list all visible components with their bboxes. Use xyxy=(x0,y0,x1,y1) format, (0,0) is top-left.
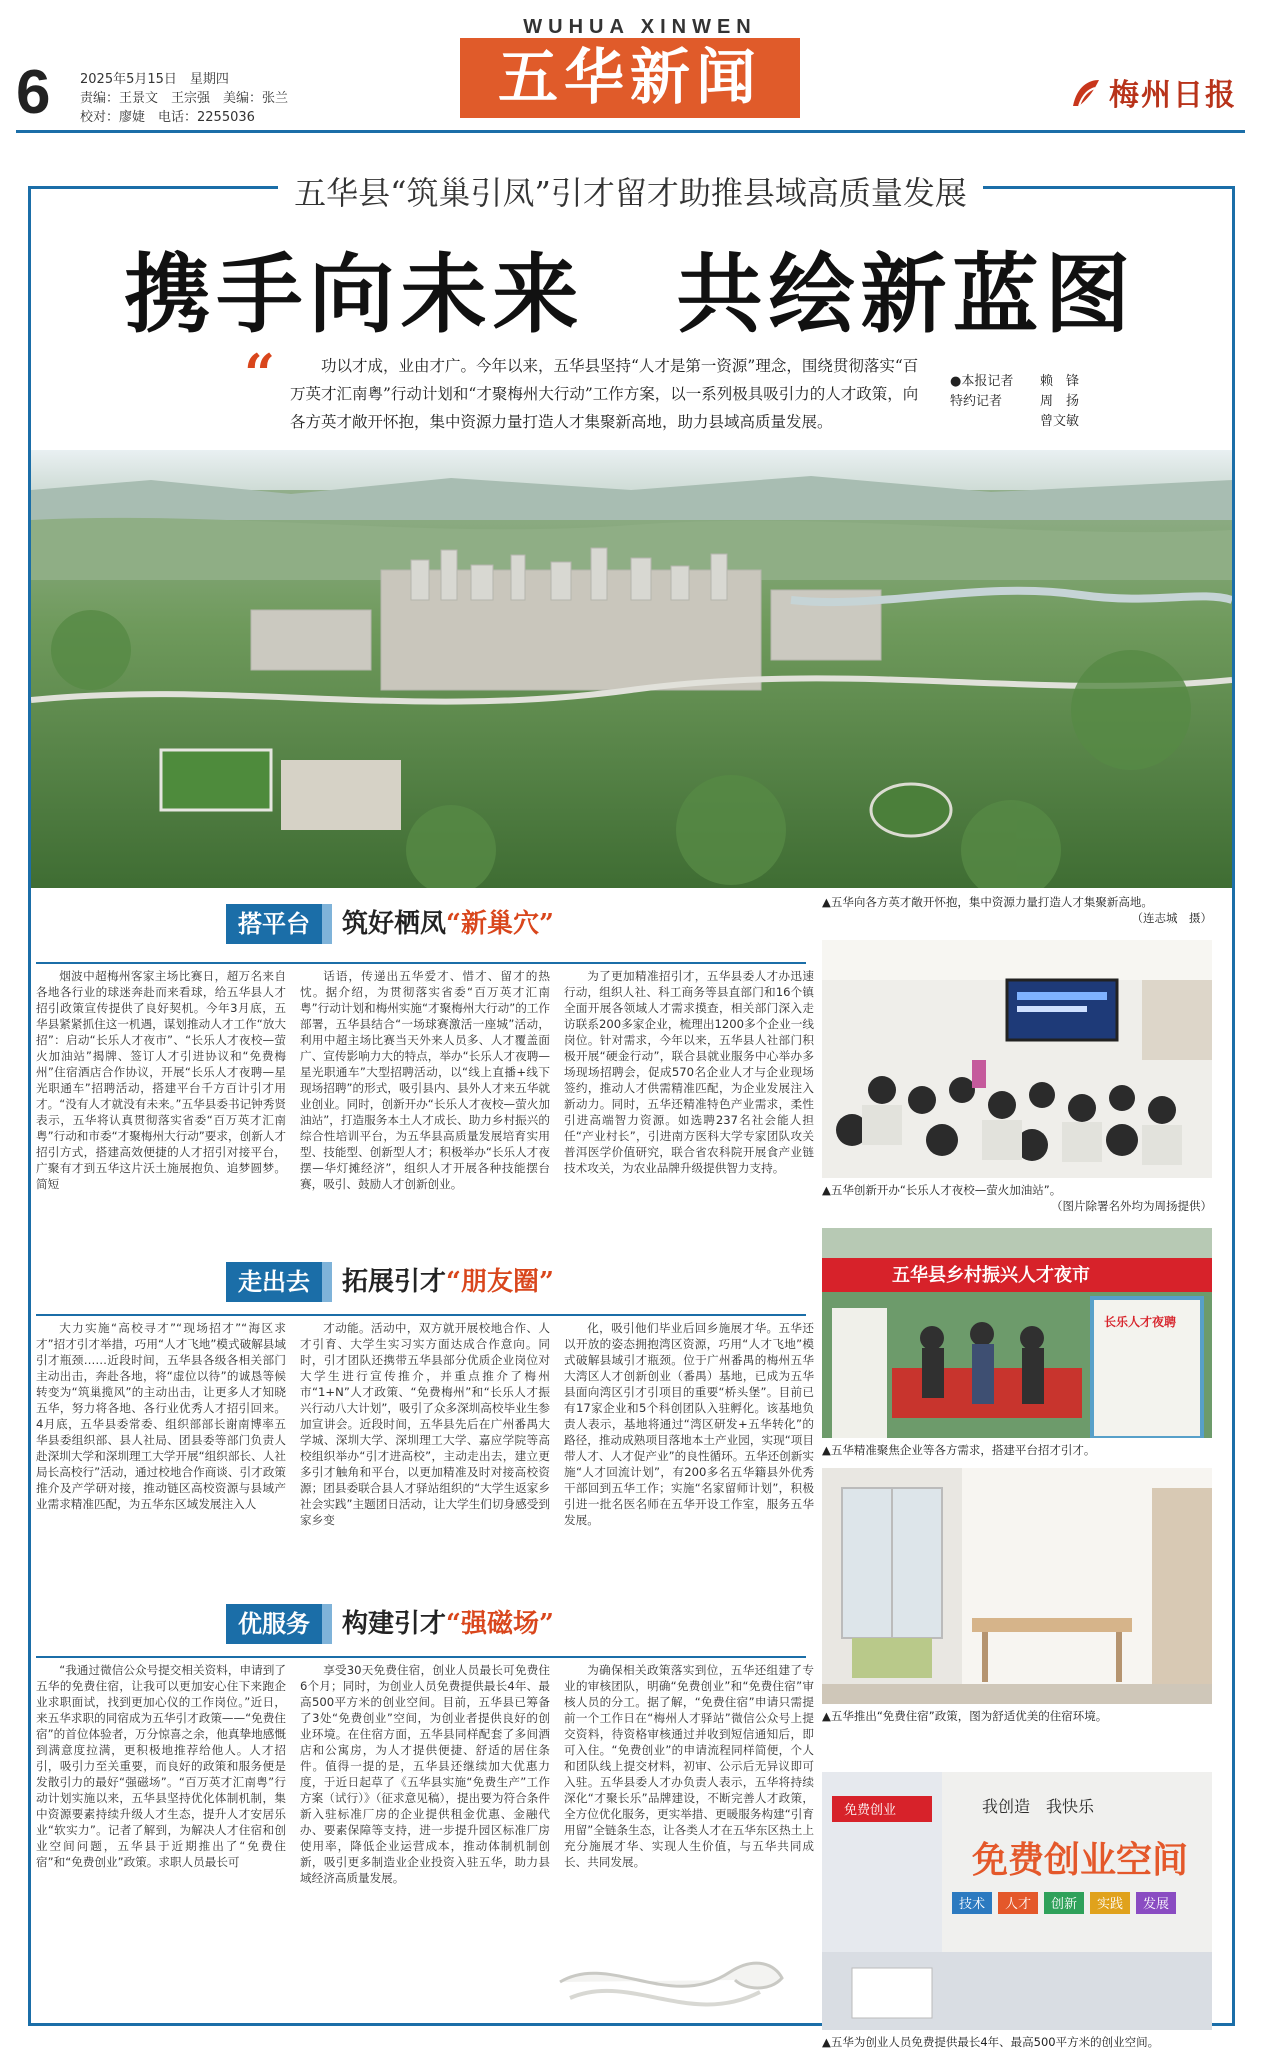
section-title xyxy=(342,1604,554,1644)
paragraph: 烟波中超梅州客家主场比赛日，超万名来自各地各行业的球迷奔赴而来看球，给五华县人才招引政策宣传提供了良好契机。今年3月底，五华县紧紧抓住这一机遇，谋划推动人才工作“放大招”：启动“长乐人才夜市”、“长乐人才夜校—萤火加油站”揭牌、签订人才引进协议和“免费梅州”住宿酒店合作协议，开展“长乐人才夜聘—星光职通车”招聘活动，搭建平台千方百计引才用才。“没有人才就没有未来。”五华县委书记钟秀贤表示，五华将认真贯彻落实省委“百万英才汇南粤”行动和市委“才聚梅州大行动”要求，创新人才招引方式，搭建高效便捷的人才招引对接平台，广聚有才到五华这片沃土施展抱负、追梦圆梦。简短 xyxy=(36,969,286,1191)
section-title xyxy=(342,904,554,944)
photo-caption xyxy=(822,2034,1212,2050)
paragraph: 为了更加精准招引才，五华县委人才办迅速行动，组织人社、科工商务等县直部门和16个镇全面开展各领域人才需求摸查，相关部门深入走访联系200多家企业，梳理出1200多个企业一线岗位。针对需求，今年以来，五华县人社部门积极开展“硬金行动”，联合县就业服务中心举办多场现场招聘会，促成570名企业人才与企业现场签约，推动人才供需精准匹配，为企业发展注入新动力。同时，五华还精准特色产业需求，柔性引进高端智力资源。如选聘237名社会能人担任“产业村长”，引进南方医科大学专家团队攻关普洱医学价值研究，联合省农科院开展食产业链技术攻关，为农业品牌升级提供智力支持。 xyxy=(564,969,814,1175)
caption-text: ▲五华创新开办“长乐人才夜校—萤火加油站”。 xyxy=(822,1183,1062,1197)
section-title xyxy=(342,1262,554,1302)
tag-accent xyxy=(322,1262,332,1302)
wall-slogan: 我创造 我快乐 xyxy=(982,1797,1095,1816)
paragraph: “我通过微信公众号提交相关资料，申请到了五华的免费住宿，让我可以更加安心住下来跑企业求职面试，找到更加心仪的工作岗位。”近日，来五华求职的同宿成为五华引才政策——“免费住宿”的首位体验者，万分惊喜之余，他真挚地感慨到满意度拉满，更积极地推荐给他人。人才招引，吸引力至关重要，而良好的政策和服务便是发散引力的最好“强磁场”。“百万英才汇南粤”行动计划实施以来，五华县坚持优化体制机制，集中资源要素持续升级人才生态，提升人才安居乐业“软实力”。记者了解到，为解决人才住宿和创业空间问题，五华县于近期推出了“免费住宿”和“免费创业”政策。求职人员最长可 xyxy=(36,1663,286,1869)
startup-tag: 人才 xyxy=(1005,1897,1032,1912)
text-column xyxy=(36,1320,286,1590)
startup-tag: 实践 xyxy=(1097,1897,1124,1912)
caption-text: ▲五华向各方英才敞开怀抱，集中资源力量打造人才集聚新高地。 xyxy=(822,895,1153,909)
banner-text: 五华县乡村振兴人才夜市 xyxy=(892,1265,1090,1286)
byline-label xyxy=(950,412,1030,432)
section-title-prefix: 构建引才 xyxy=(342,1609,447,1639)
section-pinyin: WUHUA XINWEN xyxy=(523,16,757,38)
section-tag: 搭平台 xyxy=(226,904,322,944)
subtitle-text: 五华县“筑巢引凤”引才留才助推县域高质量发展 xyxy=(278,174,983,212)
tag-accent xyxy=(322,1604,332,1644)
photo-free-housing xyxy=(822,1468,1212,1704)
text-column xyxy=(36,1662,286,1932)
text-column xyxy=(300,1320,550,1590)
section-brand: 五华新闻 xyxy=(460,38,800,118)
section-head-platform xyxy=(226,904,554,944)
paper-name: 梅州日报 xyxy=(1109,78,1237,113)
quote-mark-icon: “ xyxy=(244,342,276,406)
paragraph: 化，吸引他们毕业后回乡施展才华。五华还以开放的姿态拥抱湾区资源，巧用“人才飞地”模式破解县域引才瓶颈。位于广州番禺的梅州五华大湾区人才创新创业（番禺）基地，已成为五华县面向湾区引才引项目的重要“桥头堡”。目前已有17家企业和5个科创团队入驻孵化。该基地负责人表示，基地将通过“湾区研发+五华转化”的路径，推动成熟项目落地本土产业园，实现“项目带人才、人才促产业”的良性循环。五华还创新实施“人才回流计划”，有200多名五华籍县外优秀干部回到五华工作；实施“名家留师计划”，积极引进一批名医名师在五华开设工作室，服务五华发展。 xyxy=(564,1321,814,1527)
text-column xyxy=(564,1662,814,1932)
section-head-outreach xyxy=(226,1262,554,1302)
text-column xyxy=(564,968,814,1238)
paper-logo-icon xyxy=(1069,76,1103,118)
photo-caption xyxy=(822,894,1212,926)
section-tag: 走出去 xyxy=(226,1262,322,1302)
text-column xyxy=(300,1662,550,1932)
startup-tag: 创新 xyxy=(1051,1897,1078,1912)
masthead-rule xyxy=(16,130,1245,133)
text-column xyxy=(300,968,550,1238)
photo-night-school xyxy=(822,940,1212,1178)
wall-sign: 免费创业 xyxy=(844,1803,897,1818)
poster-text: 长乐人才夜聘 xyxy=(1104,1315,1177,1329)
article-lead: 功以才成，业由才广。今年以来，五华县坚持“人才是第一资源”理念，围绕贯彻落实“百万英才汇南粤”行动计划和“才聚梅州大行动”工作方案，以一系列极具吸引力的人才政策，向各方英才敞开怀抱，集中资源力量打造人才集聚新高地，助力县域高质量发展。 xyxy=(290,357,919,431)
caption-credit: （图片除署名外均为周扬提供） xyxy=(1051,1199,1212,1213)
byline xyxy=(950,372,1079,432)
proof-line: 校对：廖婕 电话：2255036 xyxy=(80,110,255,125)
caption-text: ▲五华推出“免费住宿”政策，图为舒适优美的住宿环境。 xyxy=(822,1709,1108,1723)
paragraph: 为确保相关政策落实到位，五华还组建了专业的审核团队，明确“免费创业”和“免费住宿”审核人员的分工。据了解，“免费住宿”申请只需提前一个工作日在“梅州人才驿站”微信公众号上提交资料，待资格审核通过并收到短信通知后，即可入住。“免费创业”的申请流程同样简便，个人和团队线上提交材料，初审、公示后无异议即可入驻。五华县委人才办负责人表示，五华将持续深化“才聚长乐”品牌建设，不断完善人才政策，全方位优化服务，更实举措、更暖服务构建“引育用留”全链条生态，让各类人才在五华东区热土上充分施展才华、实现人生价值，与五华共同成长、共同发展。 xyxy=(564,1663,814,1869)
section-divider xyxy=(36,962,806,964)
section-divider xyxy=(36,1656,806,1658)
byline-name: 曾文敏 xyxy=(1040,414,1080,429)
byline-label: ●本报记者 xyxy=(950,374,1014,389)
paragraph: 大力实施“高校寻才”“现场招才”“海区求才”招才引才举措，巧用“人才飞地”模式破解县域引才瓶颈……近段时间，五华县各级各相关部门主动出击，奔赴各地，将“虚位以待”的诚恳等候转变为“筑巢揽风”的主动出击，让更多人才知晓五华，努力将各地、各行业优秀人才招引回来。4月底，五华县委常委、组织部部长谢南博率五华县委组织部、县人社局、团县委等部门负责人赴深圳大学和深圳理工大学开展“组织部长、人社局长高校行”活动，通过校地合作商谈、引才政策推介及产学研对接，推动链区高校资源与县域产业需求精准匹配，为五华东区域发展注入人 xyxy=(36,1321,286,1511)
editors-line: 责编：王景文 王宗强 美编：张兰 xyxy=(80,91,289,106)
article-subtitle xyxy=(0,168,1261,214)
section-title-highlight: “强磁场” xyxy=(446,1609,554,1639)
byline-name: 周 扬 xyxy=(1040,394,1080,409)
paper-masthead xyxy=(1069,70,1237,118)
caption-text: ▲五华精准聚焦企业等各方需求，搭建平台招才引才。 xyxy=(822,1443,1096,1457)
photo-free-startup-space xyxy=(822,1732,1212,2030)
section-columns xyxy=(36,1320,814,1590)
section-title-highlight: “新巢穴” xyxy=(446,909,554,939)
masthead-meta xyxy=(80,70,288,127)
byline-name: 赖 锋 xyxy=(1040,374,1080,389)
paragraph: 话语，传递出五华爱才、惜才、留才的热忱。据介绍，为贯彻落实省委“百万英才汇南粤”行动计划和梅州实施“才聚梅州大行动”的工作部署，五华县结合“一场球赛激活一座城”活动，利用中超主场比赛当天外来人员多、人才覆盖面广、宣传影响力大的特点，举办“长乐人才夜聘—星光职通车”大型招聘活动，以“线上直播+线下现场招聘”的形式，吸引县内、县外人才来五华就业创业。同时，创新开办“长乐人才夜校—萤火加油站”，打造服务本土人才成长、助力乡村振兴的综合性培训平台，为五华县高质量发展培育实用型、技能型、创新型人才；积极举办“长乐人才夜摆—华灯摊经济”，组织人才开展各种技能摆台赛，吸引、鼓励人才创新创业。 xyxy=(300,969,550,1191)
startup-tag: 技术 xyxy=(959,1897,986,1912)
paragraph: 享受30天免费住宿，创业人员最长可免费住6个月；同时，为创业人员免费提供最长4年、最高500平方米的创业空间。目前，五华县已筹备了3处“免费创业”空间，为创业者提供良好的创业环境。在住宿方面，五华县同样配套了多间酒店和公寓房，为人才提供便捷、舒适的居住条件。值得一提的是，五华县还继续加大优惠力度，于近日起草了《五华县实施“免费生产”工作方案（试行）》（征求意见稿），提出要为符合条件新入驻标准厂房的企业提供租金优惠、金融代办、要素保障等支持，进一步提升园区标准厂房使用率，降低企业运营成本，推动体制机制创新，吸引更多制造业企业投资入驻五华，助力县域经济高质量发展。 xyxy=(300,1663,550,1885)
page-number: 6 xyxy=(16,58,51,127)
paragraph: 才动能。活动中，双方就开展校地合作、人才引育、大学生实习实方面达成合作意向。同时，引才团队还携带五华县部分优质企业岗位对大学生进行宣传推介，并重点推介了梅州市“1+N”人才政策、“免费梅州”和“长乐人才振兴行动八大计划”，吸引了众多深圳高校毕业生参加宣讲会。近段时间，五华县先后在广州番禺大学城、深圳大学、深圳理工大学、嘉应学院等高校组织举办“引才进高校”，主动走出去，建立更多引才触角和平台，以更加精准及时对接高校资源；团县委联合县人才驿站组织的“大学生返家乡社会实践”主题团日活动，让大学生们切身感受到家乡变 xyxy=(300,1321,550,1527)
section-title-highlight: “朋友圈” xyxy=(446,1267,554,1297)
caption-text: ▲五华为创业人员免费提供最长4年、最高500平方米的创业空间。 xyxy=(822,2035,1160,2049)
text-column xyxy=(564,1320,814,1590)
section-title-prefix: 拓展引才 xyxy=(342,1267,447,1297)
article-headline: 携手向未来 共绘新蓝图 xyxy=(124,244,1137,345)
startup-tag: 发展 xyxy=(1143,1897,1170,1912)
free-startup-title: 免费创业空间 xyxy=(972,1840,1189,1881)
scroll-ornament-icon xyxy=(550,1912,790,2032)
section-head-service xyxy=(226,1604,554,1644)
section-divider xyxy=(36,1314,806,1316)
photo-talent-market xyxy=(822,1228,1212,1438)
section-title-prefix: 筑好栖凤 xyxy=(342,909,447,939)
byline-label: 特约记者 xyxy=(950,394,1003,409)
date-line: 2025年5月15日 星期四 xyxy=(80,72,229,87)
caption-credit: （连志城 摄） xyxy=(1131,911,1212,925)
photo-caption xyxy=(822,1708,1212,1724)
tag-accent xyxy=(322,904,332,944)
photo-caption xyxy=(822,1442,1212,1458)
hero-aerial-photo xyxy=(31,450,1232,888)
text-column xyxy=(36,968,286,1238)
section-tag: 优服务 xyxy=(226,1604,322,1644)
photo-caption xyxy=(822,1182,1212,1214)
section-columns xyxy=(36,1662,814,1932)
section-columns xyxy=(36,968,814,1238)
